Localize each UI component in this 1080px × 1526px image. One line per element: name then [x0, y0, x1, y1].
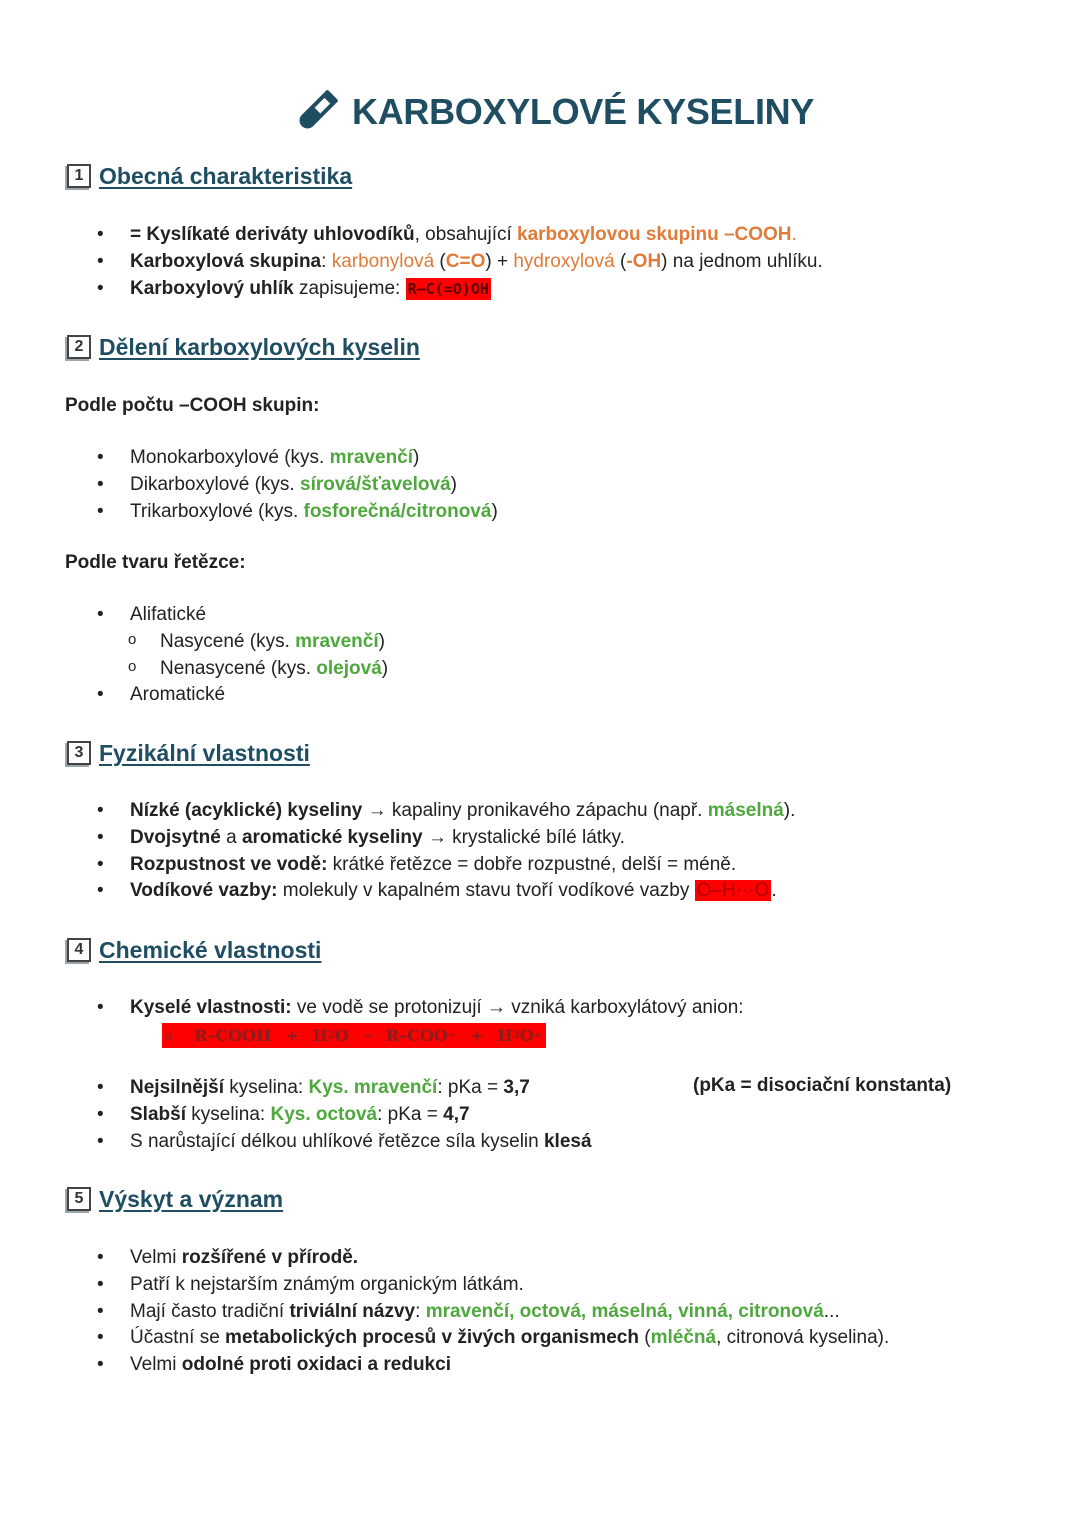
section-heading-3: [67, 738, 310, 768]
list-item: • Monokarboxylové (kys. mravenčí): [95, 445, 498, 472]
formula-highlight: R–C(=O)OH: [407, 279, 489, 298]
section-number: 3: [67, 741, 91, 765]
section-1-list: [95, 222, 823, 302]
section-title: Výskyt a význam: [99, 1185, 284, 1212]
list-item: • Aromatické: [95, 682, 388, 709]
section-2-list-1: [95, 445, 498, 525]
list-item: • Vodíkové vazby: molekuly v kapalném stavu tvoří vodíkové vazby O–H···O .: [95, 878, 795, 905]
section-4-list-2: [95, 1075, 592, 1155]
section-heading-2: [67, 332, 420, 362]
section-number: 5: [67, 1187, 91, 1211]
reaction-equation: o R–COOH + H 2 O → R–COO − + H 3 O +: [162, 1023, 546, 1048]
pka-note: (pKa = disociační konstanta): [693, 1075, 952, 1096]
section-heading-4: [67, 935, 321, 965]
list-item: • Patří k nejstarším známým organickým látkám.: [95, 1272, 889, 1299]
section-title: Chemické vlastnosti: [99, 936, 322, 963]
list-item: • Velmi rozšířené v přírodě.: [95, 1245, 889, 1272]
list-item: • Nízké (acyklické) kyseliny → kapaliny pronikavého zápachu (např. máselná).: [95, 798, 795, 825]
list-item: • Účastní se metabolických procesů v živých organismech (mléčná, citronová kyselina).: [95, 1325, 889, 1352]
list-item: • Karboxylový uhlík zapisujeme: R–C(=O)OH: [95, 276, 823, 303]
section-title: Obecná charakteristika: [99, 162, 353, 189]
list-item: • Alifatické: [95, 602, 388, 629]
test-tube-icon: [290, 86, 342, 138]
list-item: • Dvojsytné a aromatické kyseliny → krystalické bílé látky.: [95, 825, 795, 852]
page-title: [290, 84, 814, 140]
list-item: o Nasycené (kys. mravenčí): [95, 629, 388, 656]
section-5-list: [95, 1245, 889, 1379]
section-4-list-1: [95, 995, 744, 1022]
list-item: • Rozpustnost ve vodě: krátké řetězce = dobře rozpustné, delší = méně.: [95, 852, 795, 879]
section-title: Fyzikální vlastnosti: [99, 739, 310, 766]
section-number: 1: [67, 164, 91, 188]
section-heading-5: [67, 1184, 283, 1214]
section-number: 4: [67, 938, 91, 962]
section-3-list: [95, 798, 795, 905]
list-item: o Nenasycené (kys. olejová): [95, 656, 388, 683]
list-item: • Nejsilnější kyselina: Kys. mravenčí: pKa = 3,7: [95, 1075, 592, 1102]
list-item: • Mají často tradiční triviální názvy: mravenčí, octová, máselná, vinná, citronová...: [95, 1299, 889, 1326]
list-item: • = Kyslíkaté deriváty uhlovodíků, obsahující karboxylovou skupinu –COOH.: [95, 222, 823, 249]
section-title: Dělení karboxylových kyselin: [99, 333, 420, 360]
title-text: KARBOXYLOVÉ KYSELINY: [352, 91, 815, 132]
subheading: Podle tvaru řetězce:: [65, 552, 246, 573]
list-item: • Dikarboxylové (kys. sírová/šťavelová): [95, 472, 498, 499]
formula-highlight: O–H···O: [696, 880, 770, 902]
list-item: • Trikarboxylové (kys. fosforečná/citronová): [95, 499, 498, 526]
list-item-nested: [95, 629, 388, 683]
list-item: • S narůstající délkou uhlíkové řetězce síla kyselin klesá: [95, 1129, 592, 1156]
section-heading-1: [67, 161, 352, 191]
section-2-list-2: [95, 602, 388, 709]
list-item: • Kyselé vlastnosti: ve vodě se protonizují → vzniká karboxylátový anion:: [95, 995, 744, 1022]
section-number: 2: [67, 335, 91, 359]
list-item: • Slabší kyselina: Kys. octová: pKa = 4,7: [95, 1102, 592, 1129]
list-item: • Velmi odolné proti oxidaci a redukci: [95, 1352, 889, 1379]
list-item: • Karboxylová skupina: karbonylová (C=O) + hydroxylová (-OH) na jednom uhlíku.: [95, 249, 823, 276]
subheading: Podle počtu –COOH skupin:: [65, 395, 320, 416]
